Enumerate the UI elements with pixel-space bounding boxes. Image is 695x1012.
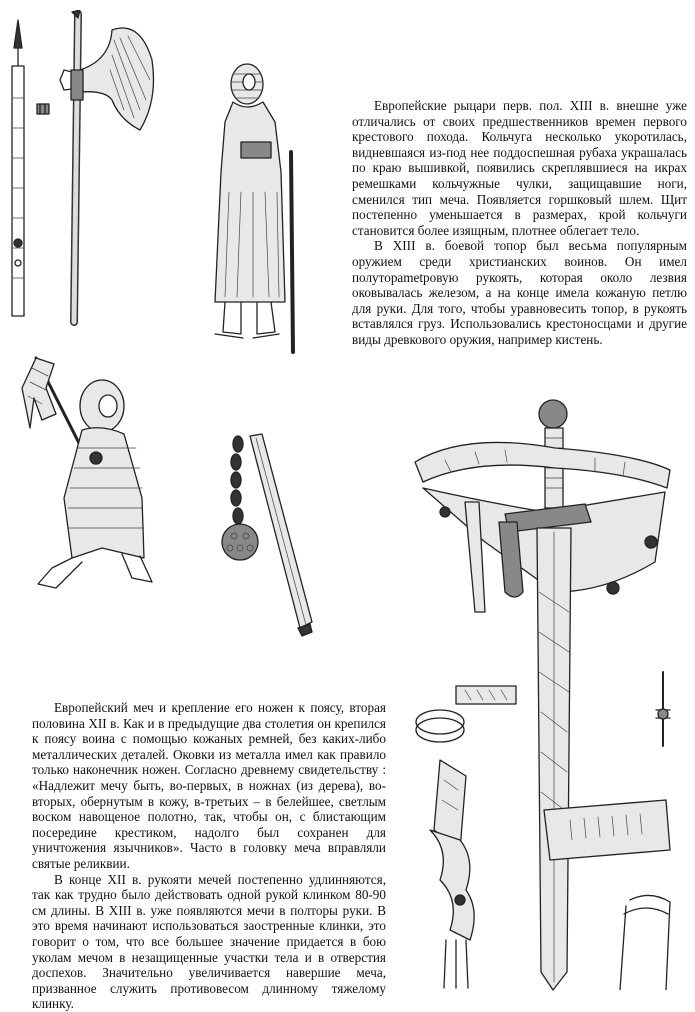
- paragraph-sword-belt: Европейский меч и крепление его ножен к поясу, вторая половина XII в. Как и в предыдущие два столетия он крепился к поясу воина с помощью кожаных ремней, без каких-либо металлических деталей. Оковки из металла имел как правило только наконечник ножен. Согласно древнему свидетельству : «Надлежит мечу быть, во-первых, в ножнах (из дерева), во-вторых, обернутым в кожу, в-третьих – в белейшее, светлым воском навощеное полотно, так, чтобы он, с блистающим посередине крестиком, надолго был сохранен для уничтожения язычников». Часто в головку меча вправляли святые реликвии.: [32, 700, 386, 871]
- paragraph-sword-hilts: В конце XII в. рукояти мечей постепенно удлинняются, так как трудно было действовать одной рукой клинком 80-90 см длины. В XIII в. уже появляются мечи в полторы руки. В это время начинают использоваться заостренные клинки, это говорит о том, что все большее значение придается в бою уколам мечом в незащищенные участки тела и в отверстия доспехов. Значительно увеличивается навершие меча, призванное служить противовесом длинному тяжелому клинку.: [32, 871, 386, 1012]
- spear-shaft-illustration: [4, 18, 32, 318]
- text-block-top: [352, 98, 687, 348]
- text-block-bottom: [32, 700, 386, 1012]
- rivet-detail-illustration: [36, 103, 50, 115]
- knight-with-banner-illustration: [12, 348, 162, 593]
- paragraph-knights: Европейские рыцари перв. пол. XIII в. внешне уже отличались от своих предшественников времен первого крестового похода. Кольчуга несколько укоротилась, видневшаяся из-под нее поддоспешная рубаха украшалась по краю вышивкой, появились скреплявшиеся на икрах ремешками кольчужные чулки, защищавшие ноги, сменился тип меча. Появляется горшковый шлем. Щит постепенно уменьшается в размерах, крой кольчуги становится более изящным, плотнее облегает тело.: [352, 98, 687, 238]
- knight-surcoat-illustration: [185, 62, 325, 362]
- scabbard-fitting-illustration: [540, 790, 680, 990]
- paragraph-battle-axe: В XIII в. боевой топор был весьма популярным оружием среди христианских воинов. Он имел полуторametровую рукоять, которая около лезвия оковывалась железом, а на конце имела кожаную петлю для руки. Для того, чтобы уравновесить топор, в рукоять вставлялся груз. Использовались крестоносцами и другие виды древкового оружия, например кистень.: [352, 238, 687, 347]
- flail-illustration: [212, 432, 332, 642]
- belt-strap-details-illustration: [410, 700, 520, 990]
- hook-detail-illustration: [648, 670, 678, 750]
- battle-axe-illustration: [50, 10, 160, 330]
